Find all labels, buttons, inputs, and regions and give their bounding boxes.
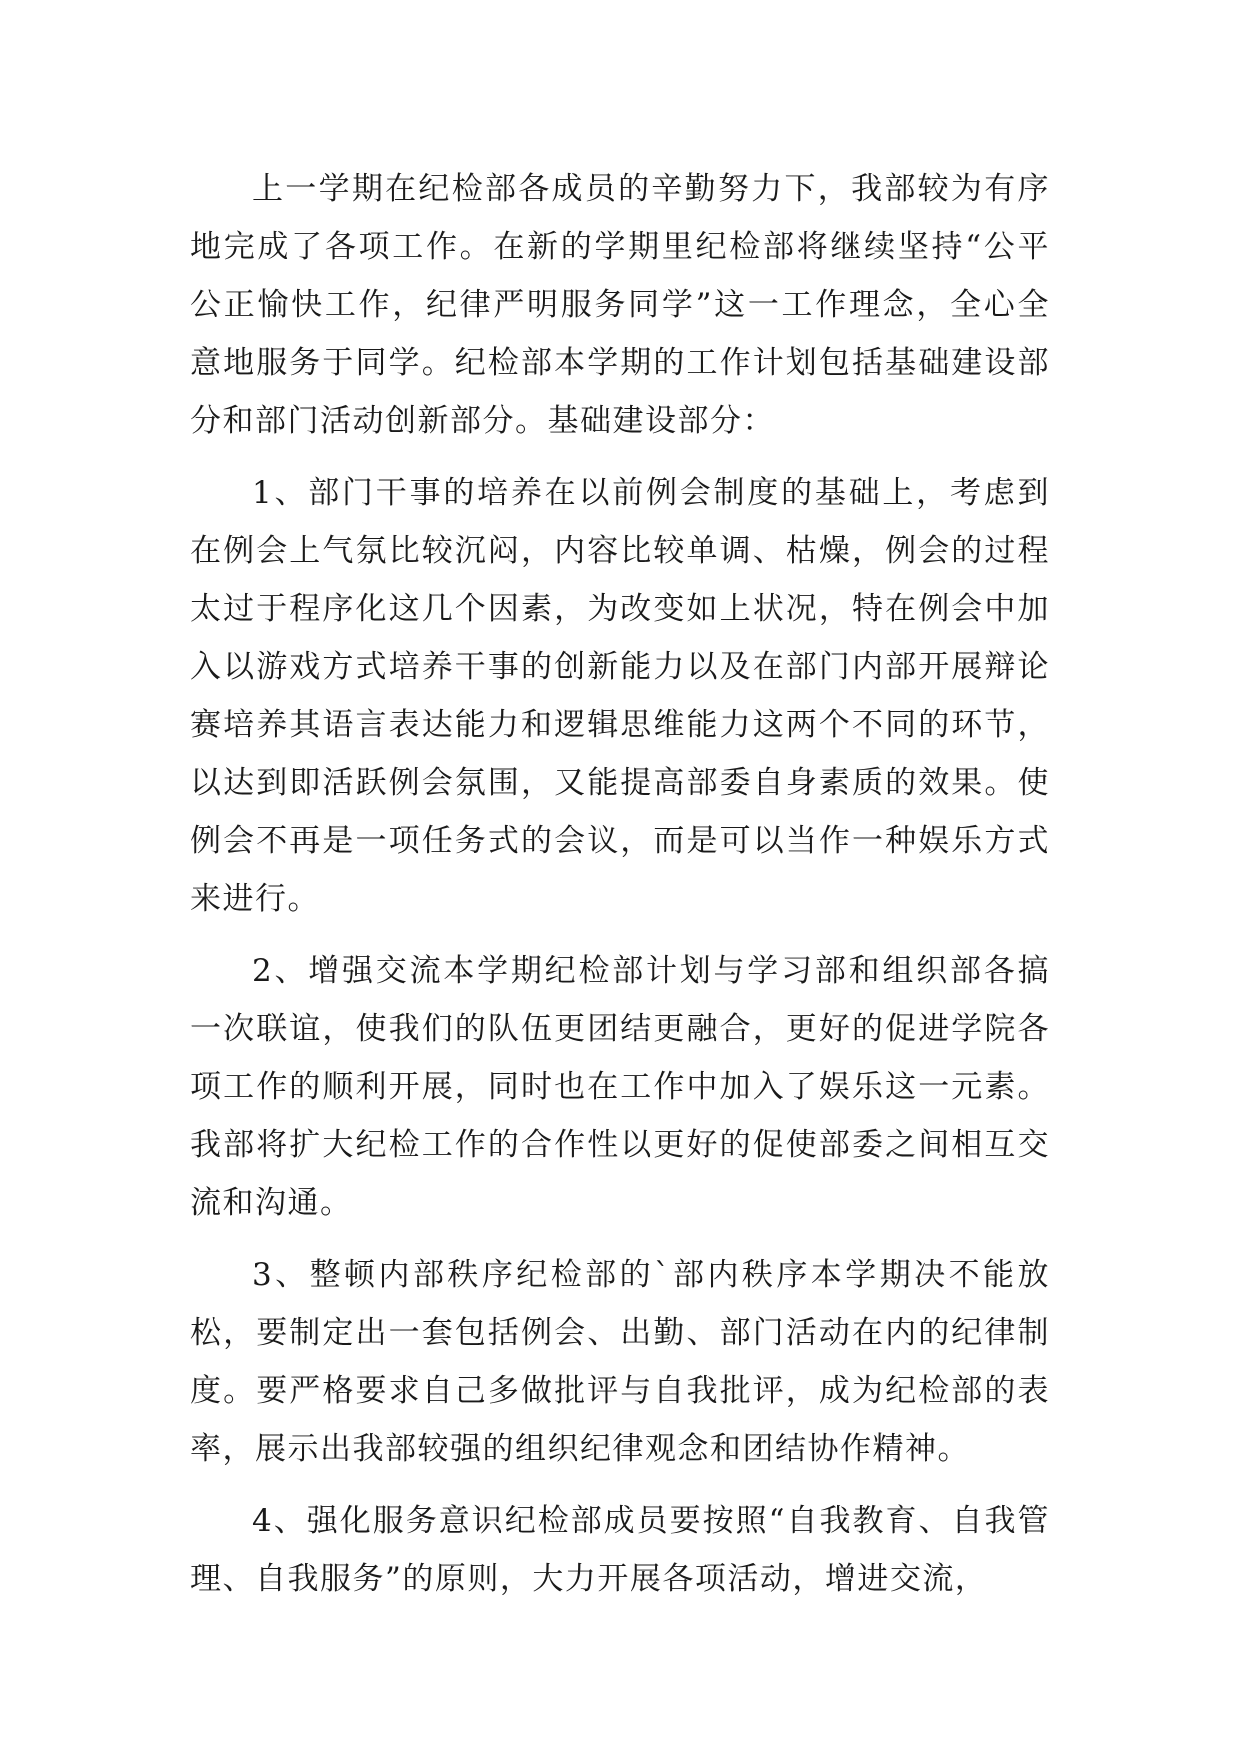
paragraph-item-1: 1、部门干事的培养在以前例会制度的基础上，考虑到在例会上气氛比较沉闷，内容比较单调、枯燥，例会的过程太过于程序化这几个因素，为改变如上状况，特在例会中加入以游戏方式培养干事的创新能力以及在部门内部开展辩论赛培养其语言表达能力和逻辑思维能力这两个不同的环节，以达到即活跃例会氛围，又能提高部委自身素质的效果。使例会不再是一项任务式的会议，而是可以当作一种娱乐方式来进行。 — [190, 475, 1050, 917]
paragraph-item-2: 2、增强交流本学期纪检部计划与学习部和组织部各搞一次联谊，使我们的队伍更团结更融合，更好的促进学院各项工作的顺利开展，同时也在工作中加入了娱乐这一元素。我部将扩大纪检工作的合作性以更好的促使部委之间相互交流和沟通。 — [190, 953, 1050, 1221]
paragraph-intro: 上一学期在纪检部各成员的辛勤努力下，我部较为有序地完成了各项工作。在新的学期里纪检部将继续坚持“公平公正愉快工作，纪律严明服务同学”这一工作理念，全心全意地服务于同学。纪检部本学期的工作计划包括基础建设部分和部门活动创新部分。基础建设部分： — [190, 171, 1050, 439]
paragraph-item-3: 3、整顿内部秩序纪检部的`部内秩序本学期决不能放松，要制定出一套包括例会、出勤、部门活动在内的纪律制度。要严格要求自己多做批评与自我批评，成为纪检部的表率，展示出我部较强的组织纪律观念和团结协作精神。 — [190, 1257, 1050, 1467]
document-body — [190, 160, 1050, 1622]
paragraph-item-4: 4、强化服务意识纪检部成员要按照“自我教育、自我管理、自我服务”的原则，大力开展各项活动，增进交流， — [190, 1503, 1050, 1597]
